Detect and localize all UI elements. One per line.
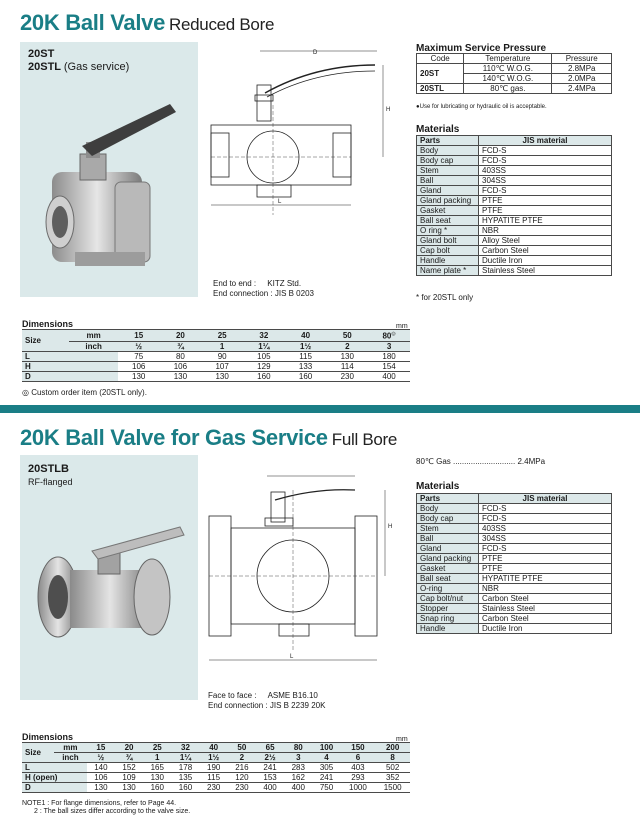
dim-h-label: H — [386, 107, 391, 113]
table-row — [22, 361, 410, 371]
dimension-cell: 180 — [368, 351, 410, 361]
size-inch-cell: ½ — [118, 341, 160, 351]
size-mm-cell: 200 — [375, 743, 410, 753]
dimension-cell: 283 — [284, 763, 312, 773]
material-cell: FCD-S — [479, 146, 612, 156]
table-row — [417, 146, 612, 156]
size-inch-cell: 1½ — [200, 753, 228, 763]
table-row — [417, 246, 612, 256]
material-cell: 403SS — [479, 166, 612, 176]
table-row — [417, 544, 612, 554]
table-row — [417, 216, 612, 226]
dimension-label: D — [22, 783, 87, 793]
material-cell: Carbon Steel — [479, 614, 612, 624]
material-cell: PTFE — [479, 564, 612, 574]
model-20st: 20ST — [28, 48, 55, 60]
dimension-cell: 109 — [115, 773, 143, 783]
size-inch-cell: 2 — [326, 341, 368, 351]
header-parts: Parts — [417, 494, 479, 504]
section1-title — [20, 10, 274, 36]
code-cell: 20ST — [417, 64, 464, 84]
size-mm-cell: 20 — [115, 743, 143, 753]
dim-l-label: L — [278, 199, 282, 205]
section1-subtitle: Reduced Bore — [169, 15, 275, 34]
dimension-cell: 160 — [243, 371, 285, 381]
dimensions-unit-2: mm — [396, 736, 408, 743]
dimensions-heading-1: Dimensions — [22, 319, 74, 329]
end-connection-value: JIS B 0203 — [274, 289, 314, 298]
table-row — [417, 256, 612, 266]
dimension-cell: 153 — [256, 773, 284, 783]
pressure-cell: 2.0MPa — [552, 74, 612, 84]
part-cell: Body — [417, 504, 479, 514]
model-label-20st — [28, 48, 129, 74]
material-cell: HYPATITE PTFE — [479, 574, 612, 584]
dimension-label: L — [22, 763, 87, 773]
part-cell: O-ring — [417, 584, 479, 594]
dimension-cell: 162 — [284, 773, 312, 783]
product-photo-20st — [20, 42, 198, 297]
size-mm-cell: 80◎ — [368, 330, 410, 342]
part-cell: Ball — [417, 534, 479, 544]
end-to-end-label: End to end : — [213, 279, 257, 288]
dimension-cell: 230 — [200, 783, 228, 793]
table-row — [417, 584, 612, 594]
size-inch-cell: 1 — [143, 753, 171, 763]
size-inch-cell: 8 — [375, 753, 410, 763]
table-header-row — [417, 136, 612, 146]
dimensions-note-2b: 2 : The ball sizes differ according to the valve size. — [34, 808, 191, 815]
part-cell: Body — [417, 146, 479, 156]
part-cell: Name plate * — [417, 266, 479, 276]
size-inch-cell: 3 — [368, 341, 410, 351]
end-to-end-spec — [213, 279, 301, 289]
material-cell: Ductile Iron — [479, 256, 612, 266]
temp-cell: 80℃ gas. — [464, 84, 552, 94]
dimension-label: H — [22, 361, 118, 371]
table-row — [417, 206, 612, 216]
part-cell: Cap bolt — [417, 246, 479, 256]
dimension-cell: 106 — [118, 361, 160, 371]
material-cell: HYPATITE PTFE — [479, 216, 612, 226]
dimensions-note-2a: NOTE1 : For flange dimensions, refer to Page 44. — [22, 800, 177, 807]
dimension-cell: 107 — [201, 361, 243, 371]
face-to-face-value: ASME B16.10 — [267, 691, 318, 700]
model-20stl-note: (Gas service) — [63, 61, 130, 73]
part-cell: Cap bolt/nut — [417, 594, 479, 604]
table-row — [417, 564, 612, 574]
inch-label: inch — [54, 753, 87, 763]
size-inch-row — [22, 753, 410, 763]
table-row — [417, 524, 612, 534]
dimension-cell: 105 — [243, 351, 285, 361]
table-row — [22, 773, 410, 783]
table-row — [417, 554, 612, 564]
dimension-cell: 1000 — [341, 783, 376, 793]
size-mm-cell: 50 — [228, 743, 256, 753]
part-cell: Gland packing — [417, 196, 479, 206]
dimensions-table-2 — [22, 742, 410, 793]
size-inch-cell: 1 — [201, 341, 243, 351]
gas-rating: 80℃ Gas ............................ 2.4MPa — [416, 457, 546, 466]
table-row — [417, 514, 612, 524]
part-cell: Ball seat — [417, 216, 479, 226]
material-cell: FCD-S — [479, 156, 612, 166]
size-mm-cell: 15 — [118, 330, 160, 342]
part-cell: Ball seat — [417, 574, 479, 584]
part-cell: O ring * — [417, 226, 479, 236]
temp-cell: 140℃ W.O.G. — [464, 74, 552, 84]
table-row — [22, 351, 410, 361]
material-cell: Alloy Steel — [479, 236, 612, 246]
dimensions-table-1 — [22, 329, 410, 382]
dimension-cell: 502 — [375, 763, 410, 773]
end-connection-value-2: JIS B 2239 20K — [269, 701, 326, 710]
temp-cell: 110℃ W.O.G. — [464, 64, 552, 74]
part-cell: Gasket — [417, 564, 479, 574]
size-inch-cell: 2 — [228, 753, 256, 763]
size-inch-cell: 1¼ — [243, 341, 285, 351]
end-connection-spec-2 — [208, 701, 325, 711]
size-inch-cell: ¾ — [115, 753, 143, 763]
materials-table-1 — [416, 135, 612, 276]
table-row — [417, 196, 612, 206]
size-inch-cell: 1½ — [285, 341, 327, 351]
size-mm-cell: 25 — [143, 743, 171, 753]
dimension-cell: 135 — [171, 773, 199, 783]
dimension-cell: 75 — [118, 351, 160, 361]
pressure-heading: Maximum Service Pressure — [416, 43, 547, 54]
table-header-row — [417, 494, 612, 504]
dimension-cell: 115 — [285, 351, 327, 361]
section2-title-main: 20K Ball Valve for Gas Service — [20, 425, 328, 450]
flanged-ball-valve-image — [20, 455, 198, 700]
size-mm-cell: 40 — [285, 330, 327, 342]
header-jis-material: JIS material — [479, 136, 612, 146]
dimension-cell: 130 — [118, 371, 160, 381]
dimension-cell: 190 — [200, 763, 228, 773]
material-cell: NBR — [479, 226, 612, 236]
part-cell: Gland packing — [417, 554, 479, 564]
dimension-cell: 130 — [160, 371, 202, 381]
material-cell: FCD-S — [479, 544, 612, 554]
table-row — [417, 64, 612, 74]
part-cell: Body cap — [417, 156, 479, 166]
dimension-cell: 140 — [87, 763, 115, 773]
table-row — [417, 594, 612, 604]
face-to-face-spec — [208, 691, 318, 701]
part-cell: Gland bolt — [417, 236, 479, 246]
header-temperature: Temperature — [464, 54, 552, 64]
size-mm-cell: 32 — [171, 743, 199, 753]
dimension-cell: 216 — [228, 763, 256, 773]
mm-label: mm — [54, 743, 87, 753]
model-20stl: 20STL — [28, 61, 61, 73]
dimension-cell: 154 — [368, 361, 410, 371]
dimension-cell: 133 — [285, 361, 327, 371]
size-inch-cell: 2½ — [256, 753, 284, 763]
size-mm-cell: 50 — [326, 330, 368, 342]
technical-drawing-reduced-bore — [205, 45, 405, 255]
dimension-cell: 400 — [256, 783, 284, 793]
face-to-face-label: Face to face : — [208, 691, 257, 700]
model-20stlb: 20STLB — [28, 463, 69, 475]
table-row — [417, 176, 612, 186]
table-row — [417, 186, 612, 196]
dimension-cell: 106 — [160, 361, 202, 371]
table-row — [417, 604, 612, 614]
table-row — [417, 226, 612, 236]
dimension-cell: 152 — [115, 763, 143, 773]
table-row — [22, 763, 410, 773]
dimension-cell: 130 — [143, 773, 171, 783]
dimension-cell: 130 — [115, 783, 143, 793]
dim-l-label: L — [290, 654, 294, 660]
section2-subtitle: Full Bore — [331, 430, 398, 449]
pressure-cell: 2.8MPa — [552, 64, 612, 74]
table-header-row — [417, 54, 612, 64]
table-row — [417, 166, 612, 176]
inch-label: inch — [69, 341, 117, 351]
dimension-cell: 230 — [228, 783, 256, 793]
table-row — [417, 614, 612, 624]
material-cell: 403SS — [479, 524, 612, 534]
dimension-cell: 178 — [171, 763, 199, 773]
part-cell: Body cap — [417, 514, 479, 524]
material-cell: Stainless Steel — [479, 266, 612, 276]
dimension-cell: 241 — [256, 763, 284, 773]
size-mm-cell: 80 — [284, 743, 312, 753]
end-connection-label-2: End connection : — [208, 701, 268, 710]
dimension-cell: 305 — [312, 763, 340, 773]
dimension-cell: 400 — [284, 783, 312, 793]
table-row — [417, 534, 612, 544]
materials-heading-2: Materials — [416, 481, 460, 492]
dimension-cell: 106 — [87, 773, 115, 783]
part-cell: Gland — [417, 544, 479, 554]
table-row — [22, 371, 410, 381]
material-cell: PTFE — [479, 554, 612, 564]
size-mm-cell: 150 — [341, 743, 376, 753]
size-inch-cell: 6 — [341, 753, 376, 763]
part-cell: Handle — [417, 256, 479, 266]
material-cell: FCD-S — [479, 514, 612, 524]
size-mm-cell: 15 — [87, 743, 115, 753]
size-mm-cell: 32 — [243, 330, 285, 342]
size-inch-row — [22, 341, 410, 351]
part-cell: Stopper — [417, 604, 479, 614]
size-inch-cell: 1¼ — [171, 753, 199, 763]
material-cell: FCD-S — [479, 186, 612, 196]
material-cell: NBR — [479, 584, 612, 594]
size-mm-row — [22, 330, 410, 342]
dimensions-unit-1: mm — [396, 323, 408, 330]
table-row — [417, 266, 612, 276]
section1-title-main: 20K Ball Valve — [20, 10, 166, 35]
part-cell: Ball — [417, 176, 479, 186]
material-cell: 304SS — [479, 534, 612, 544]
pressure-cell: 2.4MPa — [552, 84, 612, 94]
materials-table-2 — [416, 493, 612, 634]
dimension-label: H (open) — [22, 773, 87, 783]
code-cell: 20STL — [417, 84, 464, 94]
table-row — [22, 783, 410, 793]
header-code: Code — [417, 54, 464, 64]
model-20stlb-sub: RF-flanged — [28, 477, 73, 487]
section2-title — [20, 425, 397, 451]
dimension-cell: 129 — [243, 361, 285, 371]
part-cell: Snap ring — [417, 614, 479, 624]
size-mm-cell: 40 — [200, 743, 228, 753]
size-label: Size — [22, 743, 54, 763]
dim-h-label: H — [388, 524, 393, 530]
size-mm-cell: 25 — [201, 330, 243, 342]
product-photo-20stlb — [20, 455, 198, 700]
material-cell: Carbon Steel — [479, 594, 612, 604]
dimension-cell: 230 — [326, 371, 368, 381]
size-inch-cell: 3 — [284, 753, 312, 763]
dimension-cell: 90 — [201, 351, 243, 361]
material-cell: Stainless Steel — [479, 604, 612, 614]
materials-heading-1: Materials — [416, 124, 460, 135]
table-row — [417, 504, 612, 514]
dimension-cell: 241 — [312, 773, 340, 783]
end-connection-label: End connection : — [213, 289, 273, 298]
part-cell: Stem — [417, 524, 479, 534]
dimensions-note-1: ◎ Custom order item (20STL only). — [22, 388, 147, 397]
mm-label: mm — [69, 330, 117, 342]
dimension-cell: 750 — [312, 783, 340, 793]
material-cell: PTFE — [479, 196, 612, 206]
dimension-cell: 165 — [143, 763, 171, 773]
material-cell: Carbon Steel — [479, 246, 612, 256]
dimension-cell: 400 — [368, 371, 410, 381]
dimension-cell: 130 — [326, 351, 368, 361]
size-mm-cell: 100 — [312, 743, 340, 753]
part-cell: Gland — [417, 186, 479, 196]
dimension-cell: 130 — [87, 783, 115, 793]
dimensions-heading-2: Dimensions — [22, 732, 74, 742]
dimension-label: L — [22, 351, 118, 361]
end-connection-spec — [213, 289, 314, 299]
size-inch-cell: ¾ — [160, 341, 202, 351]
pressure-note: ●Use for lubricating or hydraulic oil is acceptable. — [416, 104, 547, 110]
dimension-cell: 80 — [160, 351, 202, 361]
header-pressure: Pressure — [552, 54, 612, 64]
dimension-cell: 403 — [341, 763, 376, 773]
custom-order-mark: ◎ — [391, 331, 396, 337]
dimension-cell: 114 — [326, 361, 368, 371]
dimension-cell: 1500 — [375, 783, 410, 793]
dimension-cell: 160 — [285, 371, 327, 381]
dimension-cell: 130 — [201, 371, 243, 381]
table-row — [417, 156, 612, 166]
table-row — [417, 624, 612, 634]
section-divider — [0, 405, 640, 413]
threaded-ball-valve-image — [20, 42, 198, 297]
dimension-cell: 160 — [143, 783, 171, 793]
size-inch-cell: ½ — [87, 753, 115, 763]
technical-drawing-full-bore — [205, 470, 405, 680]
pressure-table — [416, 53, 612, 94]
dimension-label: D — [22, 371, 118, 381]
table-row — [417, 236, 612, 246]
dimension-cell: 352 — [375, 773, 410, 783]
part-cell: Handle — [417, 624, 479, 634]
header-jis-material: JIS material — [479, 494, 612, 504]
material-cell: 304SS — [479, 176, 612, 186]
material-cell: PTFE — [479, 206, 612, 216]
size-mm-cell: 20 — [160, 330, 202, 342]
size-mm-row — [22, 743, 410, 753]
end-to-end-value: KITZ Std. — [267, 279, 302, 288]
part-cell: Stem — [417, 166, 479, 176]
material-cell: FCD-S — [479, 504, 612, 514]
dimension-cell: 115 — [200, 773, 228, 783]
size-label: Size — [22, 330, 69, 352]
material-cell: Ductile Iron — [479, 624, 612, 634]
part-cell: Gasket — [417, 206, 479, 216]
header-parts: Parts — [417, 136, 479, 146]
dim-d-label: D — [313, 50, 318, 56]
size-inch-cell: 4 — [312, 753, 340, 763]
dimension-cell: 120 — [228, 773, 256, 783]
dimension-cell: 293 — [341, 773, 376, 783]
dimension-cell: 160 — [171, 783, 199, 793]
table-row — [417, 574, 612, 584]
table-row — [417, 84, 612, 94]
size-mm-cell: 65 — [256, 743, 284, 753]
materials-note-1: * for 20STL only — [416, 293, 474, 302]
